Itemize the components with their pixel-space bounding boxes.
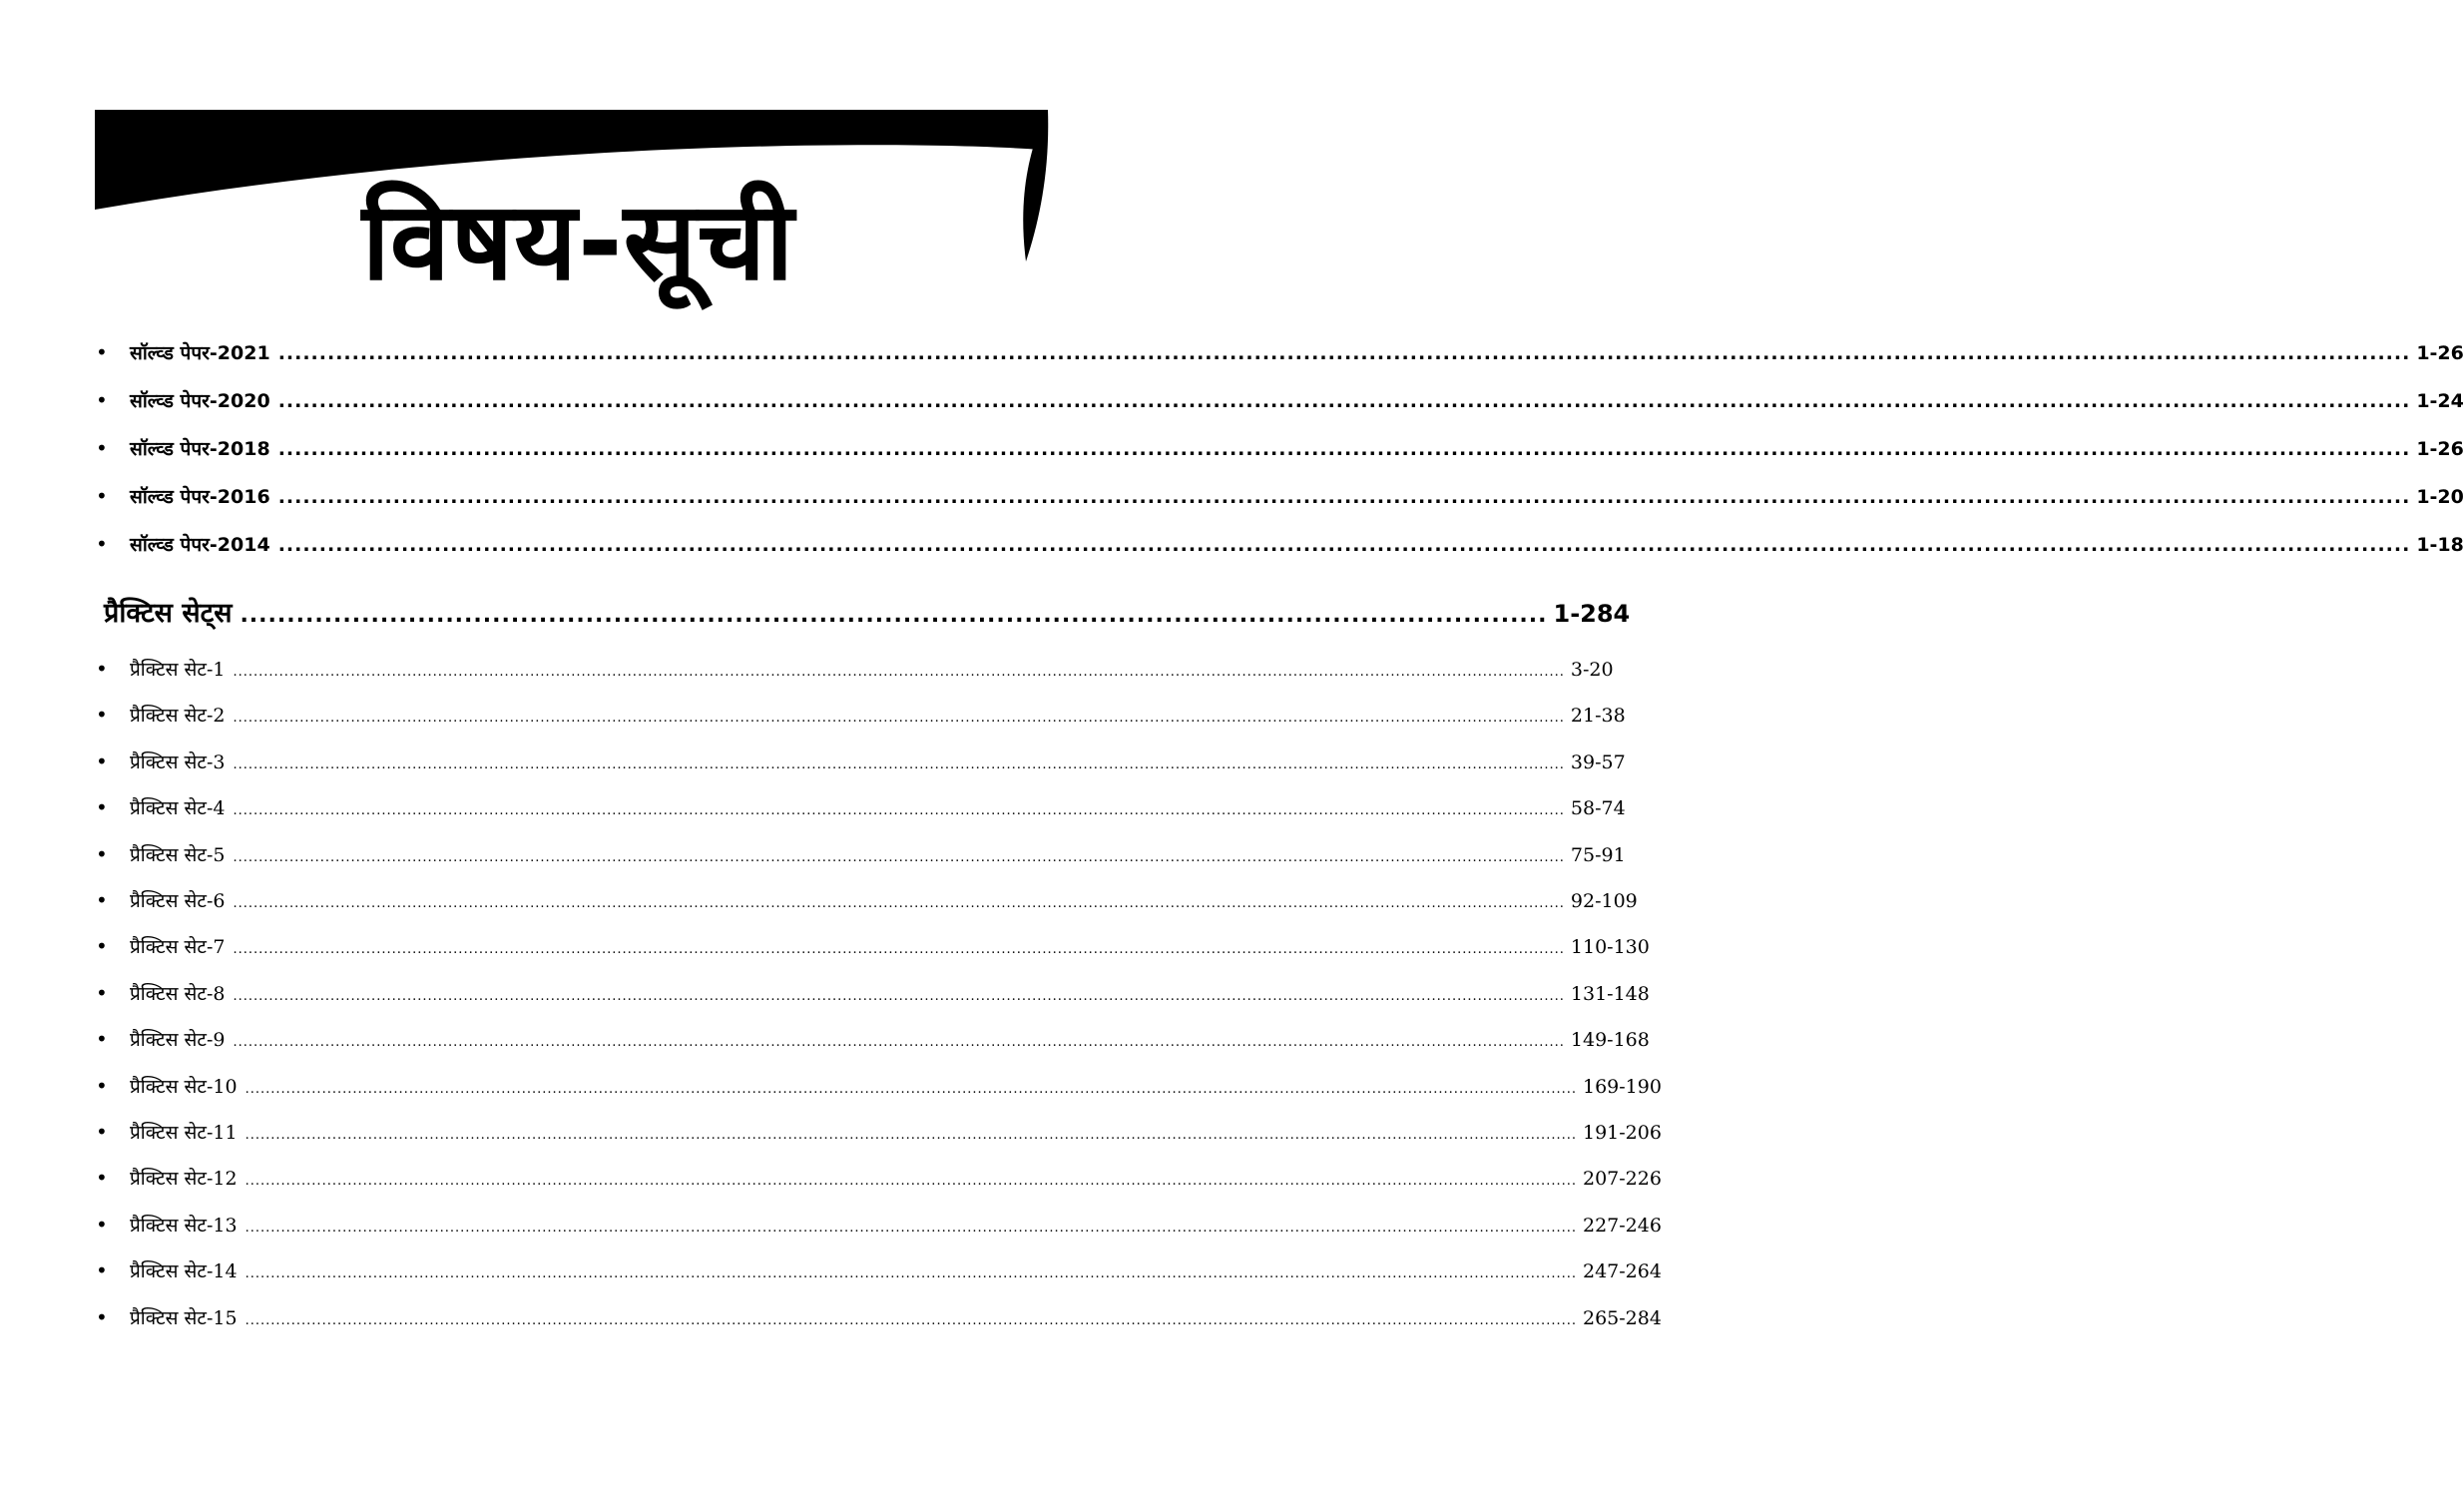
bullet-icon: • bbox=[96, 1304, 108, 1329]
toc-entry-label: प्रैक्टिस सेट-5 bbox=[130, 843, 226, 866]
toc-entry[interactable] bbox=[96, 435, 2464, 461]
bullet-icon: • bbox=[96, 532, 108, 556]
bullet-icon: • bbox=[96, 703, 108, 728]
bullet-icon: • bbox=[96, 484, 108, 508]
toc-entry[interactable] bbox=[96, 1304, 1662, 1330]
dot-leader: .................................................................................................................................................................................................................................................................... bbox=[233, 711, 1565, 727]
dot-leader: .................................................................................................................................................................................................................................................................... bbox=[233, 896, 1565, 911]
dot-leader: .................................................................................................................................................................................................................................................................... bbox=[245, 1128, 1577, 1143]
toc-entry-label: सॉल्व्ड पेपर-2021 bbox=[130, 342, 270, 364]
toc-entry[interactable] bbox=[96, 748, 1626, 774]
bullet-icon: • bbox=[96, 657, 108, 681]
bullet-icon: • bbox=[96, 340, 108, 364]
toc-entry[interactable] bbox=[96, 1257, 1662, 1283]
toc-entry-pages: 131-148 bbox=[1570, 982, 1650, 1005]
dot-leader: .................................................................................................................................................................................................................................................................... bbox=[233, 756, 1565, 772]
dot-leader: .................................................................................................................................................................................................................................................................... bbox=[277, 390, 2411, 412]
bullet-icon: • bbox=[96, 980, 108, 1005]
bullet-icon: • bbox=[96, 1212, 108, 1237]
toc-entry-label: प्रैक्टिस सेट-3 bbox=[130, 750, 226, 773]
toc-entry[interactable] bbox=[96, 531, 2464, 557]
dot-leader: .................................................................................................................................................................................................................................................................... bbox=[277, 438, 2411, 460]
bullet-icon: • bbox=[96, 1027, 108, 1052]
toc-entry-label: प्रैक्टिस सेट-7 bbox=[130, 936, 226, 959]
bullet-icon: • bbox=[96, 748, 108, 773]
dot-leader: .................................................................................................................................................................................................................................................................... bbox=[245, 1312, 1577, 1328]
toc-entry-pages: 207-226 bbox=[1582, 1168, 1662, 1191]
toc-entry[interactable] bbox=[96, 702, 1626, 728]
dot-leader: .................................................................................................................................................................................................................................................................... bbox=[233, 849, 1565, 865]
toc-entry-label: प्रैक्टिस सेट-15 bbox=[130, 1306, 238, 1329]
bullet-icon: • bbox=[96, 795, 108, 820]
dot-leader: .................................................................................................................................................................................................................................................................... bbox=[245, 1266, 1577, 1282]
bullet-icon: • bbox=[96, 1120, 108, 1144]
practice-section-pages: 1-284 bbox=[1553, 600, 1631, 628]
bullet-icon: • bbox=[96, 1258, 108, 1283]
dot-leader: .................................................................................................................................................................................................................................................................... bbox=[277, 534, 2411, 556]
toc-entry-label: प्रैक्टिस सेट-11 bbox=[130, 1122, 238, 1144]
toc-entry-label: प्रैक्टिस सेट-4 bbox=[130, 797, 226, 820]
toc-entry-pages: 265-284 bbox=[1582, 1306, 1662, 1329]
toc-entry-label: सॉल्व्ड पेपर-2014 bbox=[130, 534, 270, 556]
toc-entry-pages: 227-246 bbox=[1582, 1214, 1662, 1237]
toc-entry-pages: 1-26 bbox=[2416, 342, 2464, 364]
toc-entry-pages: 1-26 bbox=[2416, 438, 2464, 460]
toc-entry-pages: 169-190 bbox=[1582, 1075, 1662, 1098]
toc-entry-pages: 191-206 bbox=[1582, 1122, 1662, 1144]
dot-leader: .................................................................................................................................................................................................................................................................... bbox=[233, 803, 1565, 819]
bullet-icon: • bbox=[96, 841, 108, 866]
toc-entry-pages: 75-91 bbox=[1570, 843, 1626, 866]
dot-leader: .................................................................................................................................................................................................................................................................... bbox=[233, 942, 1565, 958]
toc-entry[interactable] bbox=[96, 1073, 1662, 1099]
toc-entry-pages: 1-18 bbox=[2416, 534, 2464, 556]
toc-entry[interactable] bbox=[96, 1026, 1650, 1052]
practice-section-heading[interactable] bbox=[104, 593, 1631, 630]
toc-entry-label: प्रैक्टिस सेट-9 bbox=[130, 1029, 226, 1052]
toc-entry-pages: 92-109 bbox=[1570, 890, 1638, 912]
bullet-icon: • bbox=[96, 888, 108, 912]
toc-entry-label: सॉल्व्ड पेपर-2018 bbox=[130, 438, 270, 460]
toc-entry-label: प्रैक्टिस सेट-1 bbox=[130, 659, 226, 681]
dot-leader: .................................................................................................................................................................................................................................................................... bbox=[245, 1174, 1577, 1190]
bullet-icon: • bbox=[96, 1166, 108, 1191]
dot-leader: .................................................................................................................................................................................................................................................................... bbox=[245, 1081, 1577, 1097]
dot-leader: .................................................................................................................................................................................................................................................................... bbox=[233, 665, 1565, 680]
practice-section-label: प्रैक्टिस सेट्स bbox=[104, 598, 233, 629]
toc-entry-pages: 1-20 bbox=[2416, 486, 2464, 508]
toc-entry-pages: 3-20 bbox=[1570, 659, 1614, 681]
toc-entry-label: सॉल्व्ड पेपर-2016 bbox=[130, 486, 270, 508]
toc-entry[interactable] bbox=[96, 980, 1650, 1006]
toc-entry-pages: 110-130 bbox=[1570, 936, 1650, 959]
toc-entry-label: सॉल्व्ड पेपर-2020 bbox=[130, 390, 270, 412]
toc-entry-label: प्रैक्टिस सेट-14 bbox=[130, 1260, 238, 1283]
bullet-icon: • bbox=[96, 934, 108, 959]
page-title: विषय-सूची bbox=[361, 180, 795, 304]
toc-entry-label: प्रैक्टिस सेट-6 bbox=[130, 890, 226, 912]
toc-entry[interactable] bbox=[96, 483, 2464, 509]
toc-entry[interactable] bbox=[96, 339, 2464, 365]
dot-leader: .................................................................................................................................................................................................................................................................... bbox=[277, 342, 2411, 364]
toc-entry-label: प्रैक्टिस सेट-10 bbox=[130, 1075, 238, 1098]
toc-entry-label: प्रैक्टिस सेट-13 bbox=[130, 1214, 238, 1237]
toc-entry[interactable] bbox=[96, 387, 2464, 413]
toc-entry[interactable] bbox=[96, 1212, 1662, 1238]
toc-entry[interactable] bbox=[96, 794, 1626, 820]
dot-leader: .................................................................................................................................................................................................................................................................... bbox=[277, 486, 2411, 508]
bullet-icon: • bbox=[96, 436, 108, 460]
toc-entry-pages: 247-264 bbox=[1582, 1260, 1662, 1283]
toc-entry[interactable] bbox=[96, 656, 1614, 682]
toc-entry[interactable] bbox=[96, 841, 1626, 867]
toc-entry-label: प्रैक्टिस सेट-2 bbox=[130, 705, 226, 728]
toc-entry[interactable] bbox=[96, 933, 1650, 959]
toc-entry[interactable] bbox=[96, 1119, 1662, 1145]
bullet-icon: • bbox=[96, 1073, 108, 1098]
dot-leader: .................................................................................................................................................................................................................................................................... bbox=[233, 988, 1565, 1004]
toc-entry[interactable] bbox=[96, 887, 1638, 913]
dot-leader: .................................................................................................................................................................................................................................................................... bbox=[245, 1220, 1577, 1236]
dot-leader: ............................................................................................................................................ bbox=[240, 603, 1548, 628]
toc-entry-label: प्रैक्टिस सेट-8 bbox=[130, 982, 226, 1005]
toc-entry-pages: 149-168 bbox=[1570, 1029, 1650, 1052]
toc-entry-pages: 21-38 bbox=[1570, 705, 1626, 728]
toc-entry-label: प्रैक्टिस सेट-12 bbox=[130, 1168, 238, 1191]
toc-entry-pages: 1-24 bbox=[2416, 390, 2464, 412]
dot-leader: .................................................................................................................................................................................................................................................................... bbox=[233, 1035, 1565, 1051]
toc-entry-pages: 39-57 bbox=[1570, 750, 1626, 773]
toc-entry[interactable] bbox=[96, 1165, 1662, 1191]
toc-entry-pages: 58-74 bbox=[1570, 797, 1626, 820]
bullet-icon: • bbox=[96, 388, 108, 412]
